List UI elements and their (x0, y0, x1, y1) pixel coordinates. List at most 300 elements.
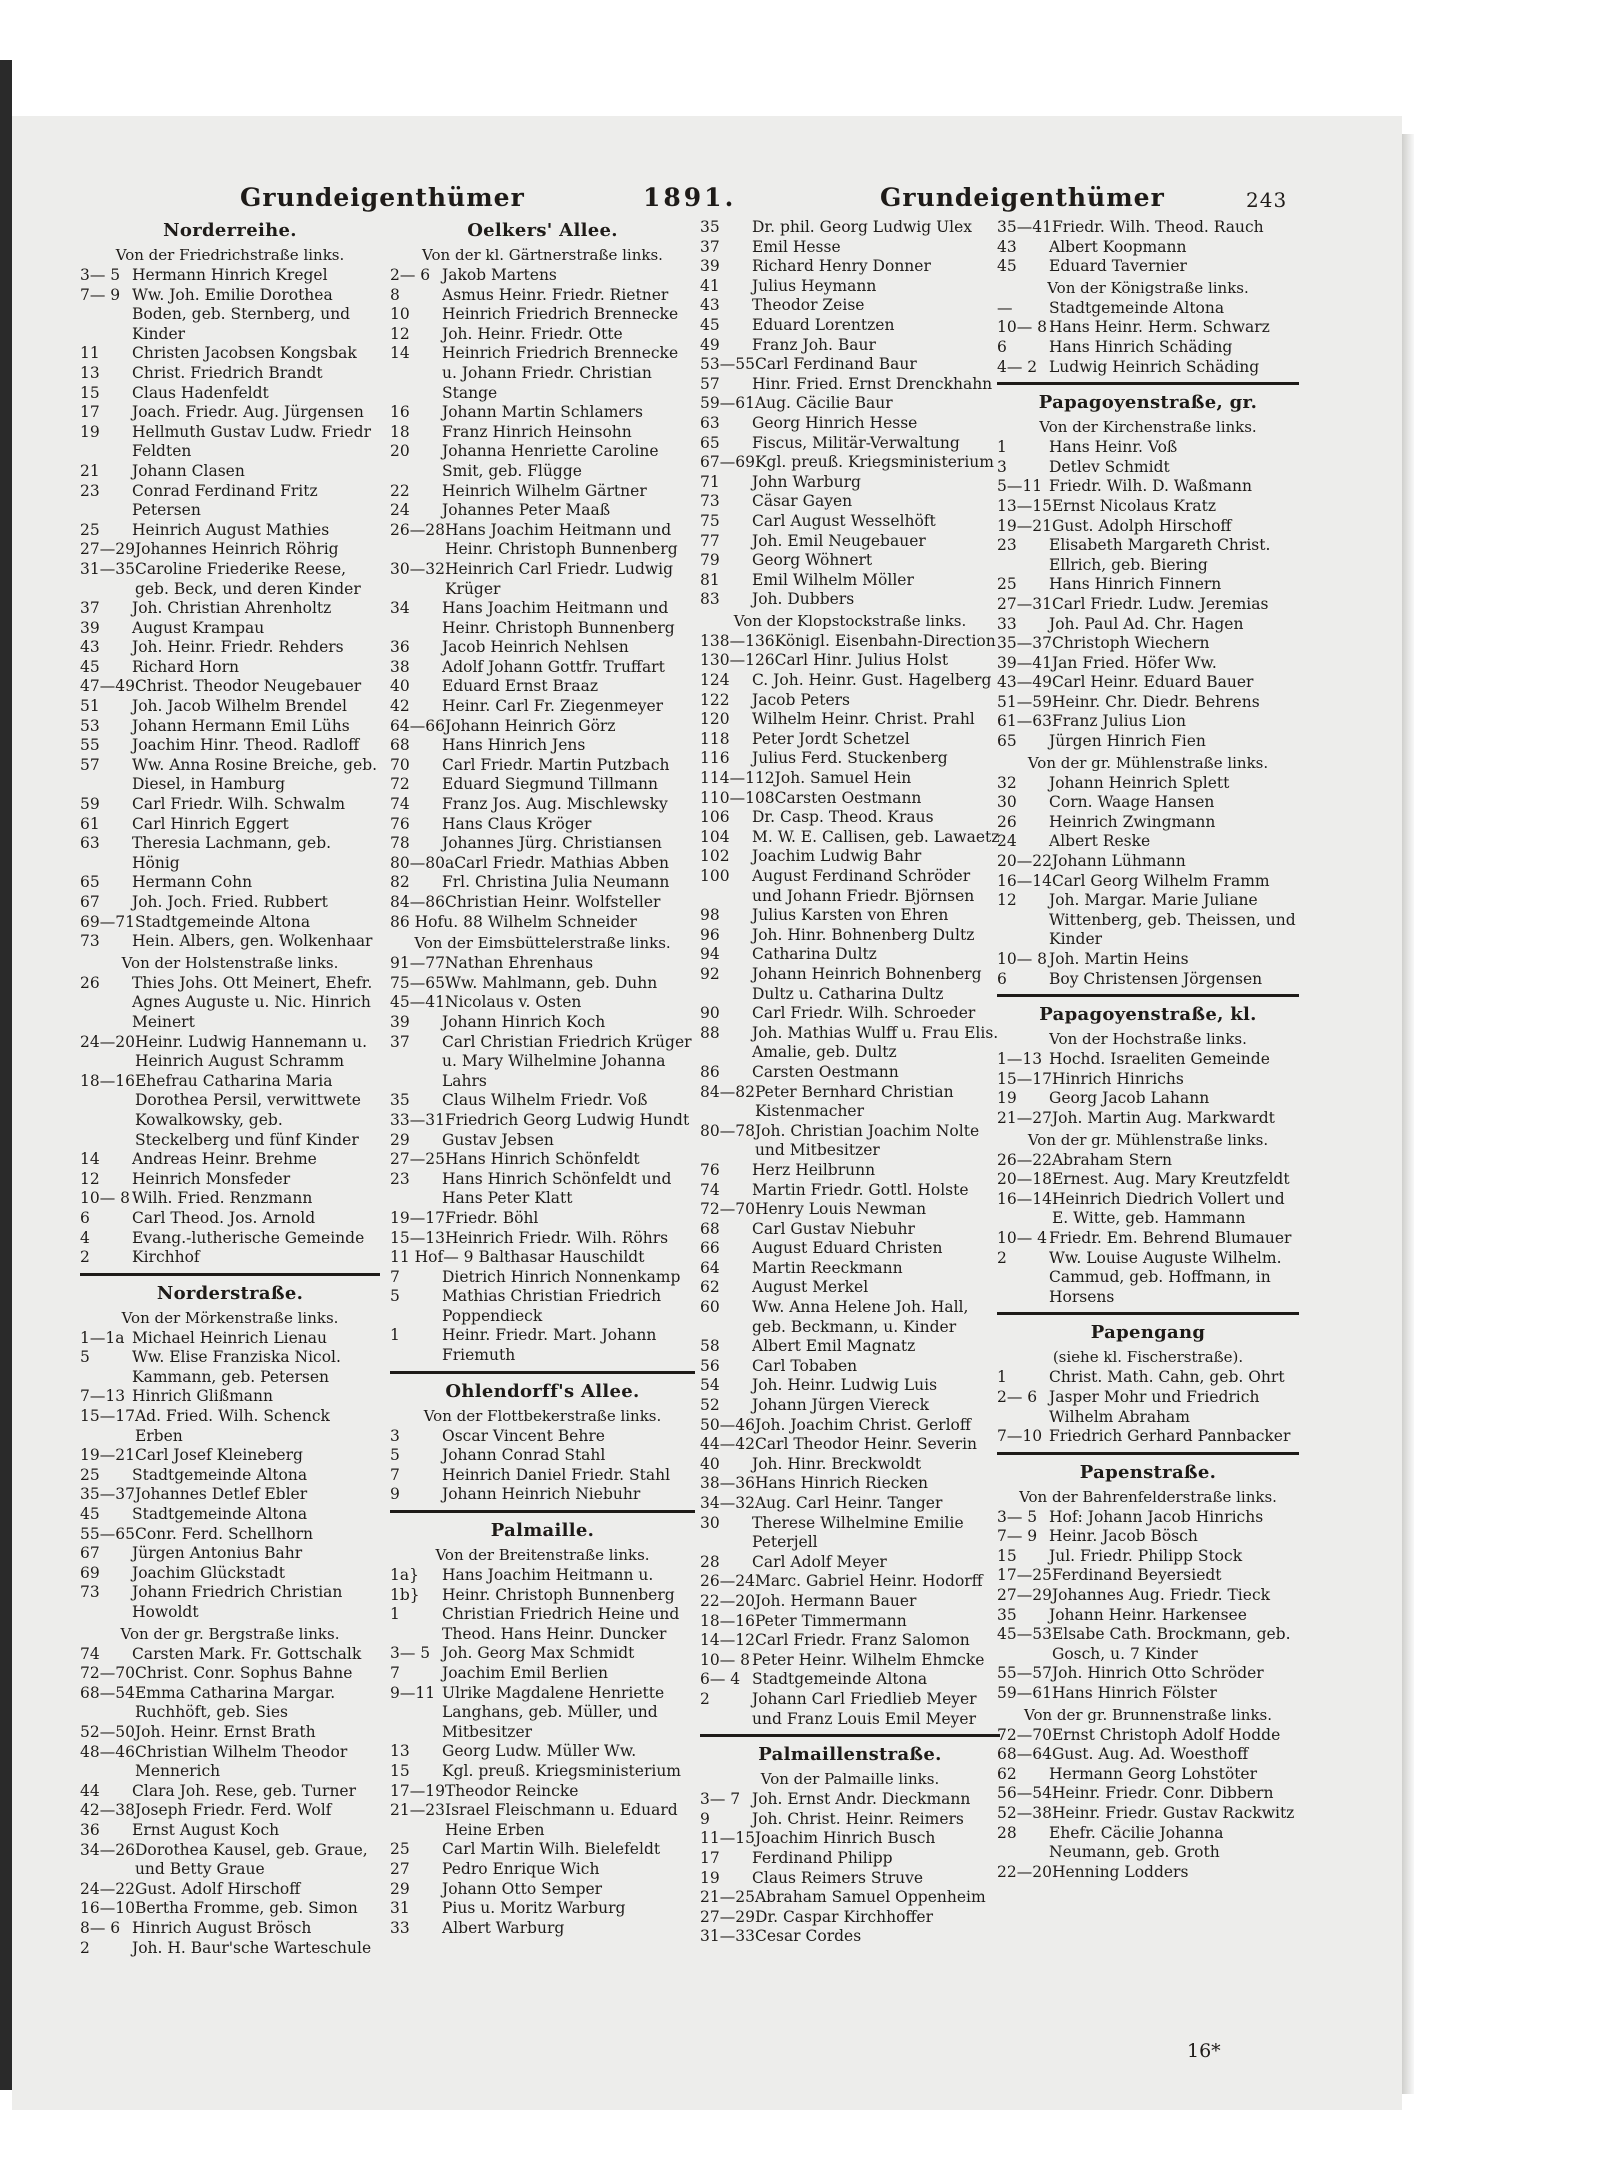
house-number: 1b} (390, 1585, 420, 1604)
owner-name: Oscar Vincent Behre (442, 1426, 605, 1445)
owner-name: Joachim Hinrich Busch (754, 1829, 936, 1848)
owner-entry (997, 358, 1299, 378)
owner-entry (700, 691, 1000, 711)
owner-name: Heinr. Christoph Bunnenberg (442, 1585, 675, 1604)
owner-name: Carl Georg Wilhelm Framm (1051, 871, 1270, 890)
owner-entry (80, 756, 380, 795)
owner-entry (390, 501, 695, 521)
house-number: 67—69 (700, 453, 755, 472)
owner-name: Abraham Stern (1051, 1150, 1172, 1169)
owner-name: Conrad Ferdinand Fritz Petersen (132, 481, 318, 520)
house-number: 35—37 (80, 1485, 135, 1504)
house-number: 15—17 (80, 1407, 135, 1426)
owner-name: Joachim Hinr. Theod. Radloff (132, 736, 360, 755)
house-number: 33 (390, 1918, 410, 1937)
owner-name: Ernst Christoph Adolf Hodde (1051, 1725, 1281, 1744)
owner-name: Carsten Oestmann (774, 788, 922, 807)
house-number: 2— 6 (997, 1387, 1038, 1406)
owner-entry (700, 632, 1000, 652)
house-number: 72 (390, 775, 410, 794)
house-number: 66 (700, 1239, 720, 1258)
owner-entry (80, 1505, 380, 1525)
owner-name: Hans Hinrich Riecken (754, 1474, 929, 1493)
house-number: 44 (80, 1781, 100, 1800)
house-number: 15—13 (390, 1228, 445, 1247)
owner-name: Ehefr. Cäcilie Johanna Neumann, geb. Groth (1049, 1823, 1224, 1862)
owner-entry (997, 517, 1299, 537)
owner-entry (390, 834, 695, 854)
house-number: 116 (700, 749, 730, 768)
owner-name: Heinr. Jacob Bösch (1049, 1527, 1198, 1546)
house-number: 52—38 (997, 1804, 1052, 1822)
owner-name: Friedr. Em. Behrend Blumauer (1049, 1228, 1292, 1247)
scan-left-edge (0, 60, 12, 2090)
street-direction-note: Von der gr. Mühlenstraße links. (1027, 753, 1269, 772)
owner-entry (700, 1376, 1000, 1396)
street-title: Papenstraße. (1079, 1461, 1217, 1483)
owner-entry (390, 266, 695, 286)
owner-entry (700, 906, 1000, 926)
owner-entry (390, 1268, 695, 1288)
owner-name: Heinr. Friedr. Mart. Johann Friemuth (442, 1326, 657, 1365)
owner-entry (390, 442, 695, 481)
owner-entry (700, 1670, 1000, 1690)
owner-entry (80, 560, 380, 599)
owner-entry (80, 521, 380, 541)
house-number: 55 (80, 736, 100, 755)
owner-entry (997, 1765, 1299, 1785)
owner-entry (997, 318, 1299, 338)
owner-entry (80, 482, 380, 521)
house-number: 61 (80, 814, 100, 833)
house-number: 41 (700, 276, 720, 295)
house-number: 19—21 (997, 516, 1052, 535)
house-number: 73 (80, 932, 100, 951)
house-number: 64 (700, 1258, 720, 1277)
house-number: 44—42 (700, 1435, 755, 1454)
owner-name: Jakob Martens (442, 266, 557, 284)
owner-entry (700, 1908, 1000, 1928)
house-number: 30—32 (390, 559, 445, 578)
owner-name: Claus Hadenfeldt (132, 383, 269, 402)
owner-entry (80, 1407, 380, 1446)
owner-entry (997, 615, 1299, 635)
house-number: 43 (997, 237, 1017, 256)
house-number: 15—17 (997, 1069, 1052, 1088)
house-number: 25 (390, 1840, 410, 1859)
owner-entry (80, 795, 380, 815)
house-number: 40 (390, 677, 410, 696)
owner-entry (700, 1083, 1000, 1122)
owner-name: Ww. Joh. Emilie Dorothea Boden, geb. Sternberg, und Kinder (132, 285, 351, 343)
house-number: 18 (390, 422, 410, 441)
owner-name: Heinrich Friedrich Brennecke u. Johann Friedr. Christian Stange (442, 344, 679, 402)
owner-entry (390, 1801, 695, 1840)
owner-entry (390, 1762, 695, 1782)
house-number: 52—50 (80, 1722, 135, 1741)
owner-name: Hans Hinrich Schönfeldt (444, 1150, 640, 1169)
owner-name: Albert Koopmann (1049, 237, 1187, 256)
owner-name: Andreas Heinr. Brehme (132, 1150, 317, 1169)
owner-entry (80, 1150, 380, 1170)
house-number: 12 (80, 1169, 100, 1188)
owner-name: Christian Heinr. Wolfsteller (444, 893, 661, 911)
owner-name: John Warburg (752, 472, 861, 491)
house-number: 39 (80, 618, 100, 637)
owner-name: Hans Hinrich Fölster (1051, 1684, 1217, 1703)
house-number: 60 (700, 1298, 720, 1317)
house-number: 100 (700, 867, 730, 885)
house-number: 35 (997, 1605, 1017, 1624)
owner-entry (700, 789, 1000, 809)
owner-entry (80, 364, 380, 384)
column-2 (390, 218, 695, 1938)
owner-entry (700, 414, 1000, 434)
owner-name: Ferdinand Philipp (752, 1848, 893, 1867)
house-number: 43—49 (997, 673, 1052, 692)
owner-entry (700, 512, 1000, 532)
owner-name: Carl Friedr. Wilh. Schroeder (752, 1004, 976, 1023)
owner-name: Boy Christensen Jörgensen (1049, 969, 1263, 988)
house-number: 124 (700, 671, 730, 690)
house-number: 11—15 (700, 1829, 755, 1848)
owner-name: Henning Lodders (1051, 1862, 1189, 1881)
owner-name: Wilhelm Heinr. Christ. Prahl (752, 710, 975, 729)
street-direction-note: Von der Hochstraße links. (1049, 1030, 1247, 1049)
house-number: 55—57 (997, 1664, 1052, 1683)
house-number: 8 (390, 285, 400, 304)
owner-entry (700, 749, 1000, 769)
house-number: 47—49 (80, 677, 135, 696)
owner-name: Eduard Tavernier (1049, 257, 1187, 276)
owner-entry (390, 1586, 695, 1606)
owner-entry (80, 1387, 380, 1407)
owner-name: Joh. Christ. Heinr. Reimers (752, 1809, 964, 1828)
owner-name: Franz Julius Lion (1051, 712, 1186, 731)
owner-entry (390, 1446, 695, 1466)
owner-entry (997, 774, 1299, 794)
owner-entry (390, 1605, 695, 1644)
house-number: 5 (390, 1287, 400, 1306)
house-number: 37 (80, 599, 100, 618)
house-number: 73 (80, 1583, 100, 1602)
owner-name: Franz Joh. Baur (752, 335, 876, 354)
owner-name: Elisabeth Margareth Christ. Ellrich, geb. Biering (1049, 536, 1271, 574)
owner-name: Ludwig Heinrich Schäding (1049, 357, 1260, 376)
house-number: 17—25 (997, 1566, 1052, 1585)
owner-name: Carl Adolf Meyer (752, 1552, 887, 1571)
owner-name: Dr. Casp. Theod. Kraus (752, 808, 934, 827)
house-number: 12 (390, 324, 410, 343)
owner-entry (390, 1013, 695, 1033)
house-number: 2 (700, 1689, 710, 1708)
owner-name: Fiscus, Militär-Verwaltung (752, 433, 960, 452)
owner-entry (997, 1804, 1299, 1824)
owner-name: Nathan Ehrenhaus (444, 954, 594, 973)
owner-entry (390, 1485, 695, 1505)
house-number: 27 (390, 1859, 410, 1878)
owner-name: Heinrich Diedrich Vollert und E. Witte, geb. Hammann (1051, 1189, 1285, 1228)
owner-entry (390, 913, 695, 933)
owner-entry (700, 1690, 1000, 1729)
owner-name: Caroline Friederike Reese, geb. Beck, und deren Kinder (134, 559, 361, 598)
house-number: 74 (80, 1644, 100, 1663)
owner-entry (700, 1278, 1000, 1298)
owner-entry (80, 893, 380, 913)
house-number: 84—86 (390, 893, 445, 911)
owner-name: Carl August Wesselhöft (752, 511, 936, 530)
house-number: 94 (700, 945, 720, 964)
owner-entry (390, 1840, 695, 1860)
house-number: 92 (700, 964, 720, 983)
house-number: 26—24 (700, 1572, 755, 1591)
house-number: 1 (390, 1605, 400, 1624)
owner-name: Catharina Dultz (752, 945, 877, 964)
owner-name: Marc. Gabriel Heinr. Hodorff (754, 1572, 983, 1591)
owner-entry (390, 954, 695, 974)
owner-name: Ww. Anna Helene Joh. Hall, geb. Beckmann, u. Kinder (752, 1298, 969, 1336)
owner-name: Aug. Carl Heinr. Tanger (754, 1494, 943, 1512)
owner-entry (700, 1514, 1000, 1553)
owner-entry (390, 1326, 695, 1365)
owner-entry (700, 1612, 1000, 1632)
owner-entry (390, 423, 695, 443)
house-number: 35 (390, 1091, 410, 1110)
owner-entry (700, 316, 1000, 336)
owner-name: Franz Hinrich Heinsohn (442, 422, 632, 441)
owner-entry (80, 815, 380, 835)
owner-name: Conr. Ferd. Schellhorn (134, 1524, 314, 1543)
house-number: 83 (700, 590, 720, 609)
owner-name: Christian Friedrich Heine und Theod. Hans Heinr. Duncker (442, 1605, 680, 1643)
owner-entry (997, 1229, 1299, 1249)
house-number: 15 (80, 383, 100, 402)
owner-entry (700, 926, 1000, 946)
house-number: 59 (80, 795, 100, 814)
owner-name: Johann Conrad Stahl (442, 1446, 606, 1465)
street-title: Palmaillenstraße. (758, 1744, 942, 1766)
owner-name: Christian Wilhelm Theodor Mennerich (134, 1742, 348, 1781)
owner-entry (700, 867, 1000, 906)
owner-name: Albert Emil Magnatz (752, 1337, 916, 1356)
owner-name: Ww. Mahlmann, geb. Duhn (444, 973, 658, 992)
owner-name: Jan Fried. Höfer Ww. (1051, 653, 1217, 672)
owner-name: Joh. Ernst Andr. Dieckmann (752, 1790, 971, 1809)
owner-name: Hans Hinrich Schönfeldt und Hans Peter Klatt (442, 1169, 672, 1208)
house-number: 27—29 (997, 1586, 1052, 1605)
house-number: 6 (80, 1208, 90, 1227)
owner-entry (80, 1564, 380, 1584)
owner-entry (390, 993, 695, 1013)
street-title: Palmaille. (490, 1520, 595, 1542)
house-number: 7 (390, 1465, 400, 1484)
owner-name: Heinrich Carl Friedr. Ludwig Krüger (444, 559, 674, 598)
house-number: 63 (80, 834, 100, 853)
house-number: 34—32 (700, 1494, 755, 1512)
owner-name: Hans Joachim Heitmann und Heinr. Christoph Bunnenberg (444, 520, 678, 559)
owner-name: Johann Heinrich Bohnenberg Dultz u. Catharina Dultz (752, 964, 982, 1003)
owner-entry (80, 1525, 380, 1545)
owner-entry (80, 1801, 380, 1821)
owner-entry (997, 732, 1299, 752)
owner-entry (700, 1474, 1000, 1494)
house-number: 5 (390, 1446, 400, 1465)
house-number: 1 (997, 1368, 1007, 1387)
owner-name: Julius Karsten von Ehren (752, 906, 949, 925)
owner-name: Richard Horn (132, 657, 240, 676)
owner-name: Stadtgemeinde Altona (132, 1465, 308, 1484)
owner-entry (997, 238, 1299, 258)
owner-entry (997, 477, 1299, 497)
owner-name: Gustav Jebsen (442, 1130, 554, 1149)
owner-entry (80, 1743, 380, 1782)
house-number: 51—59 (997, 692, 1052, 711)
owner-name: Johann Carl Friedlieb Meyer und Franz Louis Emil Meyer (752, 1689, 977, 1728)
owner-entry (390, 974, 695, 994)
owner-name: — 9 Balthasar Hauschildt (443, 1248, 645, 1267)
street-title: Papengang (1090, 1322, 1206, 1344)
house-number: 138—136 (700, 631, 775, 650)
owner-entry (997, 1824, 1299, 1863)
page-right-edge (1402, 134, 1414, 2094)
owner-name: Claus Wilhelm Friedr. Voß (442, 1091, 648, 1110)
page-number: 243 (1246, 188, 1288, 212)
house-number: 20—18 (997, 1170, 1052, 1189)
owner-entry (700, 1357, 1000, 1377)
house-number: 21 (80, 461, 100, 480)
house-number: 2— 6 (390, 266, 431, 284)
owner-entry (80, 1723, 380, 1743)
owner-name: Stadtgemeinde Altona (134, 912, 311, 931)
house-number: 26—22 (997, 1150, 1052, 1169)
street-direction-note: Von der Kirchenstraße links. (1039, 418, 1257, 437)
house-number: 34—26 (80, 1840, 135, 1859)
owner-entry (700, 1239, 1000, 1259)
house-number: 63 (700, 413, 720, 432)
house-number: 3 (997, 457, 1007, 476)
owner-name: August Krampau (132, 618, 265, 637)
owner-name: Dr. Caspar Kirchhoffer (754, 1907, 934, 1926)
house-number: 98 (700, 906, 720, 925)
owner-entry (80, 286, 380, 345)
house-number: 17—19 (390, 1781, 445, 1800)
owner-name: Heinrich Wilhelm Gärtner (442, 481, 647, 500)
owner-name: Nicolaus v. Osten (444, 993, 582, 1012)
owner-entry (80, 1229, 380, 1249)
house-number: 52 (700, 1396, 720, 1415)
house-number: 96 (700, 925, 720, 944)
owner-name: Ww. Louise Auguste Wilhelm. Cammud, geb. Hoffmann, in Horsens (1049, 1248, 1282, 1306)
house-number: 62 (997, 1764, 1017, 1783)
house-number: 45—53 (997, 1625, 1052, 1644)
house-number: 122 (700, 690, 730, 709)
owner-entry (700, 1298, 1000, 1337)
house-number: 38 (390, 657, 410, 676)
section-divider (700, 1734, 1000, 1737)
owner-name: Heinrich Friedrich Brennecke (442, 305, 679, 324)
owner-name: Theodor Zeise (752, 296, 865, 315)
house-number: 26 (80, 973, 100, 992)
owner-name: August Eduard Christen (752, 1239, 943, 1258)
owner-name: Christ. Math. Cahn, geb. Ohrt (1049, 1368, 1285, 1387)
owner-entry (390, 482, 695, 502)
house-number: 22—20 (997, 1862, 1052, 1881)
house-number: 4— 2 (997, 357, 1038, 376)
house-number: 82 (390, 873, 410, 892)
owner-name: Jul. Friedr. Philipp Stock (1049, 1546, 1243, 1565)
owner-name: Gust. Adolph Hirschoff (1051, 516, 1232, 535)
owner-name: Therese Wilhelmine Emilie Peterjell (752, 1513, 964, 1552)
house-number: 118 (700, 729, 730, 748)
owner-name: Königl. Eisenbahn-Direction (774, 631, 996, 650)
owner-entry (390, 893, 695, 913)
signature-mark: 16* (1187, 2040, 1221, 2062)
owner-entry (80, 1248, 380, 1268)
owner-name: Hochd. Israeliten Gemeinde (1049, 1050, 1270, 1069)
column-4 (997, 218, 1299, 1882)
house-number: 65 (700, 433, 720, 452)
owner-name: Carl Christian Friedrich Krüger u. Mary Wilhelmine Johanna Lahrs (442, 1032, 692, 1090)
street-title: Oelkers' Allee. (467, 220, 618, 241)
street-title: Papagoyenstraße, kl. (1039, 1004, 1257, 1026)
house-number: 130—126 (700, 651, 775, 670)
house-number: 68 (700, 1219, 720, 1238)
street-direction-note: Von der Bahrenfelderstraße links. (1019, 1487, 1277, 1506)
owner-name: Heinrich Monsfeder (132, 1169, 291, 1188)
owner-entry (997, 1070, 1299, 1090)
house-number: 61—63 (997, 712, 1052, 731)
house-number: 21—25 (700, 1888, 755, 1907)
house-number: 67 (80, 893, 100, 911)
house-number: 70 (390, 755, 410, 774)
owner-entry (997, 1586, 1299, 1606)
owner-entry (80, 423, 380, 462)
owner-name: Joh. Dubbers (752, 590, 855, 609)
owner-name: Hans Heinr. Herm. Schwarz (1049, 318, 1270, 337)
owner-entry (80, 1939, 380, 1959)
house-number: 72—70 (700, 1200, 755, 1219)
owner-name: Carl Hinrich Eggert (132, 814, 289, 833)
owner-name: Joh. Christian Ahrenholtz (132, 599, 332, 618)
street-direction-note: Von der Mörkenstraße links. (121, 1308, 339, 1327)
house-number: 65 (997, 732, 1017, 751)
house-number: 77 (700, 531, 720, 550)
owner-entry (997, 1566, 1299, 1586)
owner-name: Ulrike Magdalene Henriette Langhans, geb. Müller, und Mitbesitzer (442, 1683, 665, 1741)
house-number: 102 (700, 847, 730, 866)
owner-name: Peter Timmermann (754, 1611, 907, 1630)
owner-entry (700, 1790, 1000, 1810)
owner-name: Hans Heinr. Voß (1049, 438, 1178, 457)
house-number: 71 (700, 472, 720, 491)
owner-entry (390, 1209, 695, 1229)
owner-name: Carl Gustav Niebuhr (752, 1219, 915, 1238)
owner-name: Heinrich Daniel Friedr. Stahl (442, 1465, 671, 1484)
owner-entry (700, 1849, 1000, 1869)
house-number: 50—46 (700, 1415, 755, 1434)
owner-name: Carl Tobaben (752, 1356, 858, 1375)
owner-entry (700, 1829, 1000, 1849)
owner-name: Ernst Nicolaus Kratz (1051, 496, 1216, 515)
owner-entry (700, 1869, 1000, 1889)
owner-name: Christ. Friedrich Brandt (132, 363, 323, 382)
owner-name: Johann Friedrich Christian Howoldt (132, 1583, 343, 1621)
house-number: 59—61 (997, 1684, 1052, 1703)
house-number: 81 (700, 570, 720, 589)
owner-name: Detlev Schmidt (1049, 457, 1170, 476)
section-divider (997, 382, 1299, 385)
owner-entry (80, 717, 380, 737)
